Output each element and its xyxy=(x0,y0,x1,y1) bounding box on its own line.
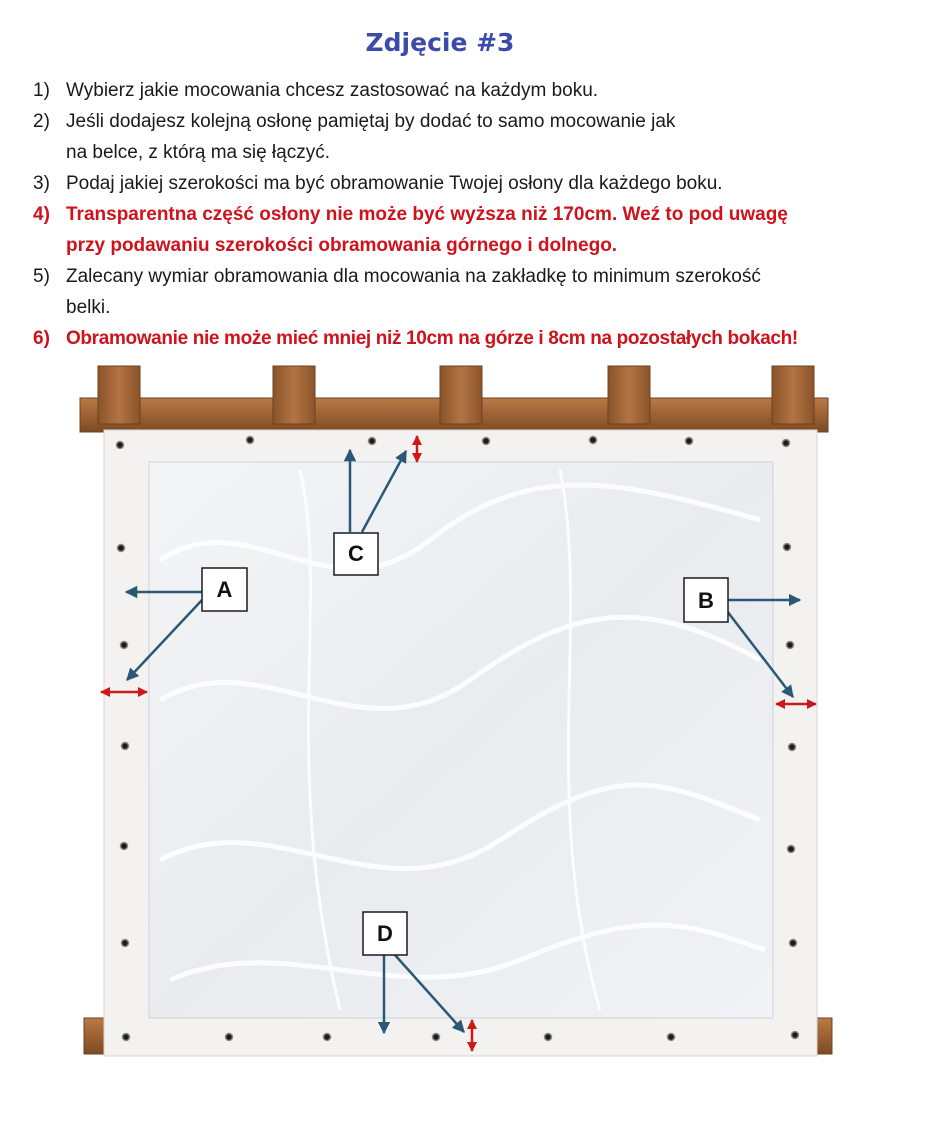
grommet xyxy=(121,642,128,649)
callout-label: B xyxy=(698,588,714,613)
instruction-6-warning xyxy=(33,323,913,354)
rafter-1 xyxy=(98,366,140,424)
instruction-number: 3) xyxy=(33,173,50,194)
rafter-3 xyxy=(440,366,482,424)
rafter-5 xyxy=(772,366,814,424)
curtain-diagram xyxy=(0,355,941,1128)
instruction-1 xyxy=(33,75,913,106)
instruction-text-continued: belki. xyxy=(66,297,111,318)
grommet xyxy=(668,1034,675,1041)
callout-label: C xyxy=(348,541,364,566)
grommet xyxy=(483,438,490,445)
instruction-text: Jeśli dodajesz kolejną osłonę pamiętaj by dodać to samo mocowanie jak xyxy=(66,111,676,132)
grommet xyxy=(590,437,597,444)
instruction-number: 4) xyxy=(33,204,50,225)
grommet xyxy=(433,1034,440,1041)
instruction-list xyxy=(33,75,913,354)
rafter-2 xyxy=(273,366,315,424)
grommet xyxy=(226,1034,233,1041)
instruction-5 xyxy=(33,261,913,323)
instruction-text-continued: przy podawaniu szerokości obramowania górnego i dolnego. xyxy=(66,235,618,256)
grommet xyxy=(324,1034,331,1041)
instruction-text: Obramowanie nie może mieć mniej niż 10cm na górze i 8cm na pozostałych bokach! xyxy=(66,328,798,349)
grommet xyxy=(788,846,795,853)
instruction-text: Transparentna część osłony nie może być wyższa niż 170cm. Weź to pod uwagę xyxy=(66,204,788,225)
instruction-number: 5) xyxy=(33,266,50,287)
grommet xyxy=(369,438,376,445)
grommet xyxy=(545,1034,552,1041)
instruction-text: Podaj jakiej szerokości ma być obramowanie Twojej osłony dla każdego boku. xyxy=(66,173,723,194)
instruction-2 xyxy=(33,106,913,168)
grommet xyxy=(122,743,129,750)
grommet xyxy=(790,940,797,947)
callout-label: D xyxy=(377,921,393,946)
grommet xyxy=(117,442,124,449)
grommet xyxy=(784,544,791,551)
grommet xyxy=(123,1034,130,1041)
grommet xyxy=(121,843,128,850)
grommet xyxy=(792,1032,799,1039)
instruction-text: Zalecany wymiar obramowania dla mocowania na zakładkę to minimum szerokość xyxy=(66,266,761,287)
instruction-text-continued: na belce, z którą ma się łączyć. xyxy=(66,142,330,163)
instruction-text: Wybierz jakie mocowania chcesz zastosować na każdym boku. xyxy=(66,80,599,101)
grommet xyxy=(247,437,254,444)
grommet xyxy=(787,642,794,649)
instruction-number: 2) xyxy=(33,111,50,132)
callout-label: A xyxy=(216,577,233,602)
instruction-number: 1) xyxy=(33,80,50,101)
grommet xyxy=(122,940,129,947)
grommet xyxy=(789,744,796,751)
page-title: Zdjęcie #3 xyxy=(365,28,515,57)
instruction-number: 6) xyxy=(33,328,50,349)
grommet xyxy=(686,438,693,445)
grommet xyxy=(783,440,790,447)
grommet xyxy=(118,545,125,552)
instruction-3 xyxy=(33,168,913,199)
rafter-4 xyxy=(608,366,650,424)
instruction-4-warning xyxy=(33,199,913,261)
